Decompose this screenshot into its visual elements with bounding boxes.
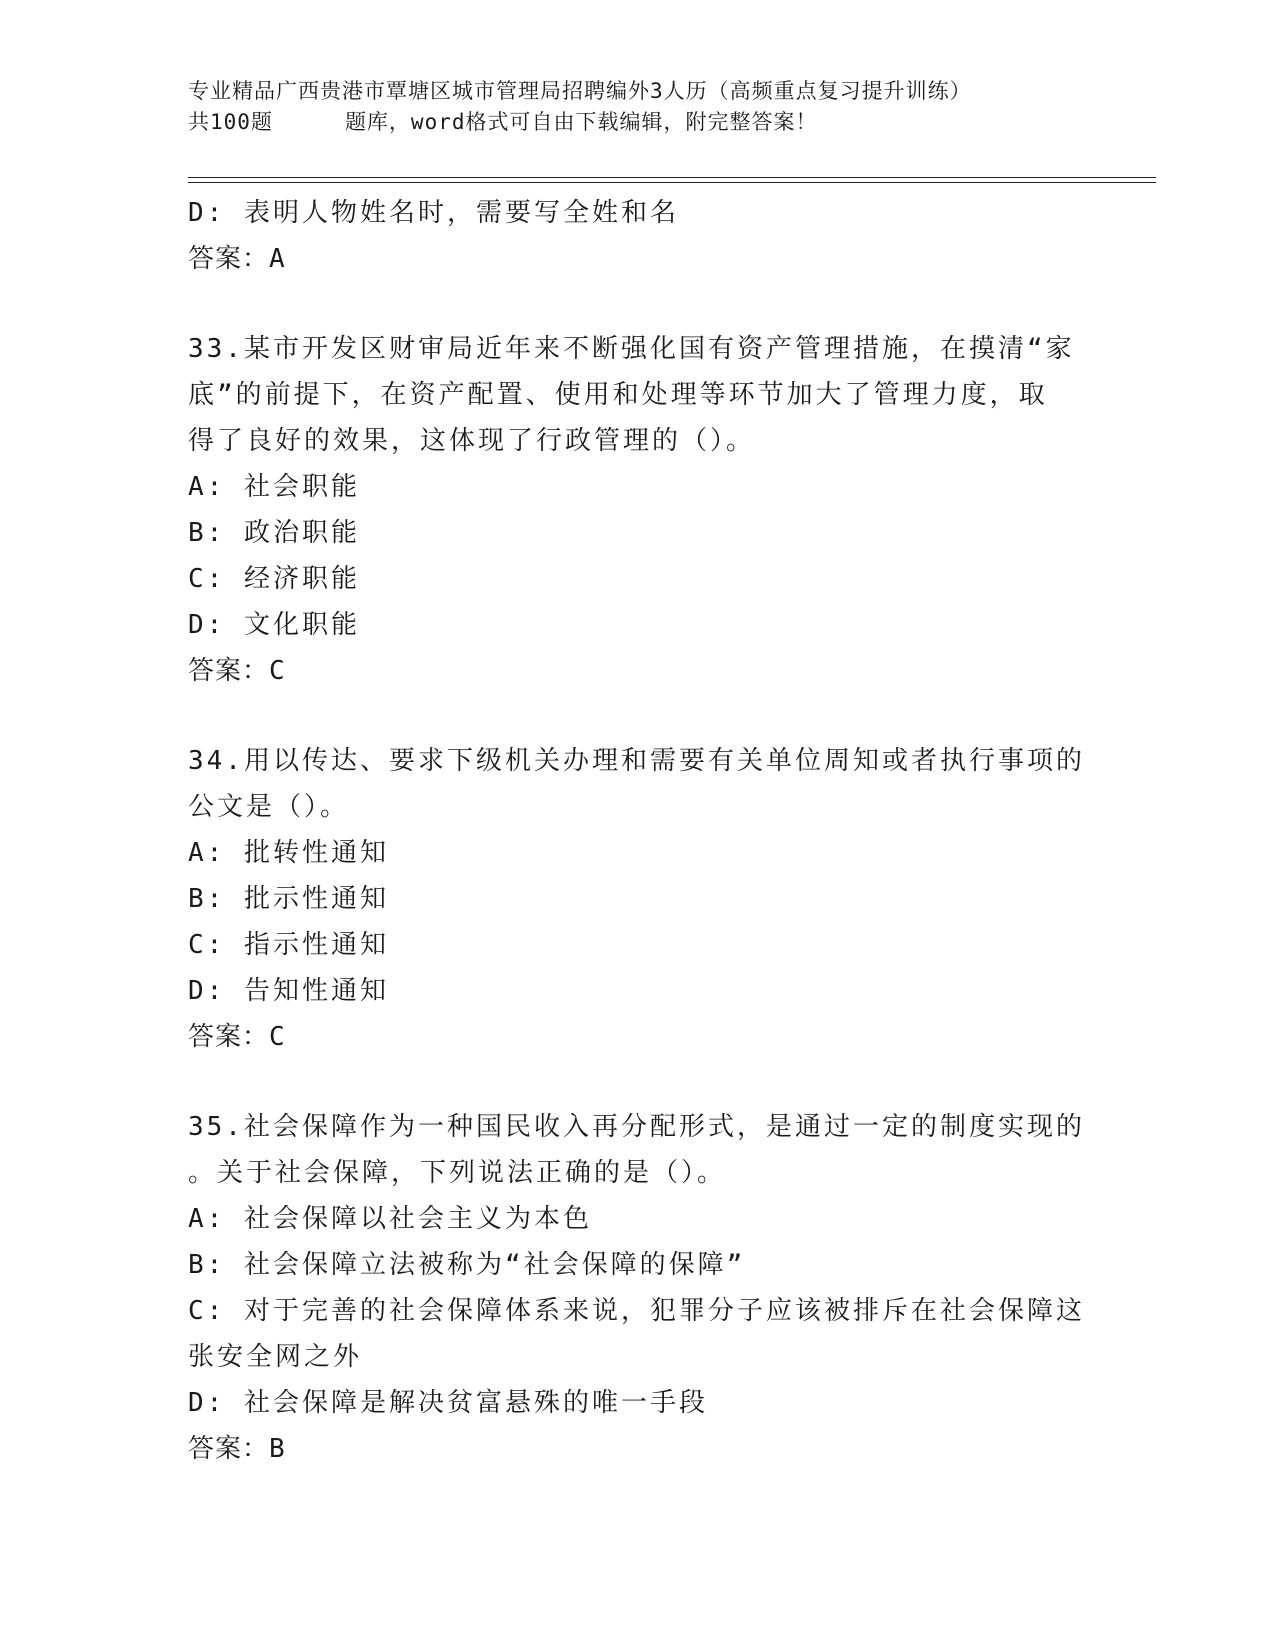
header-description: 题库，word格式可自由下载编辑，附完整答案！: [344, 110, 818, 134]
question-list: [188, 190, 1088, 1472]
answer-line: [188, 236, 1088, 282]
question-stem-line: 34.用以传达、要求下级机关办理和需要有关单位周知或者执行事项的: [188, 746, 1085, 776]
page-header: [188, 76, 1088, 138]
question-stem-line: 33.某市开发区财审局近年来不断强化国有资产管理措施，在摸清“家: [188, 334, 1075, 364]
header-divider-bottom: [188, 182, 1156, 183]
question-stem-line: 公文是（）。: [188, 792, 350, 822]
answer-value: B: [269, 1434, 286, 1464]
question-stem-line: 35.社会保障作为一种国民收入再分配形式，是通过一定的制度实现的: [188, 1112, 1085, 1142]
option-b: B: 政治职能: [188, 518, 360, 548]
header-divider-top: [188, 177, 1156, 178]
answer-value: C: [269, 1022, 286, 1052]
answer-label: 答案：: [188, 656, 270, 686]
question-stem-line: 底”的前提下，在资产配置、使用和处理等环节加大了管理力度，取: [188, 380, 1048, 410]
option-c: C: 指示性通知: [188, 930, 389, 960]
question-34: [188, 738, 1088, 1060]
option-d: D: 社会保障是解决贫富悬殊的唯一手段: [188, 1388, 708, 1418]
previous-question-tail: [188, 190, 1088, 282]
option-c: C: 经济职能: [188, 564, 360, 594]
option-a: A: 社会职能: [188, 472, 360, 502]
answer-line: [188, 1014, 1088, 1060]
answer-label: 答案：: [188, 244, 270, 274]
option-d: D: 告知性通知: [188, 976, 389, 1006]
question-33: [188, 326, 1088, 694]
option-d: D: 表明人物姓名时，需要写全姓和名: [188, 198, 679, 228]
header-question-count: 共100题: [188, 110, 273, 134]
option-d: D: 文化职能: [188, 610, 360, 640]
answer-label: 答案：: [188, 1434, 270, 1464]
option-b: B: 批示性通知: [188, 884, 389, 914]
question-35: [188, 1104, 1088, 1472]
answer-line: [188, 1426, 1088, 1472]
option-a: A: 社会保障以社会主义为本色: [188, 1204, 592, 1234]
answer-line: [188, 648, 1088, 694]
header-title-line2: [188, 107, 1088, 138]
option-c-continued: 张安全网之外: [188, 1342, 363, 1372]
option-b: B: 社会保障立法被称为“社会保障的保障”: [188, 1250, 746, 1280]
question-stem-line: 得了良好的效果，这体现了行政管理的（）。: [188, 426, 756, 456]
option-c: C: 对于完善的社会保障体系来说，犯罪分子应该被排斥在社会保障这: [188, 1296, 1085, 1326]
answer-value: A: [269, 244, 286, 274]
answer-label: 答案：: [188, 1022, 270, 1052]
answer-value: C: [269, 656, 286, 686]
question-stem-line: 。关于社会保障，下列说法正确的是（）。: [188, 1158, 727, 1188]
option-a: A: 批转性通知: [188, 838, 389, 868]
header-title-line1: 专业精品广西贵港市覃塘区城市管理局招聘编外3人历（高频重点复习提升训练）: [188, 79, 972, 103]
